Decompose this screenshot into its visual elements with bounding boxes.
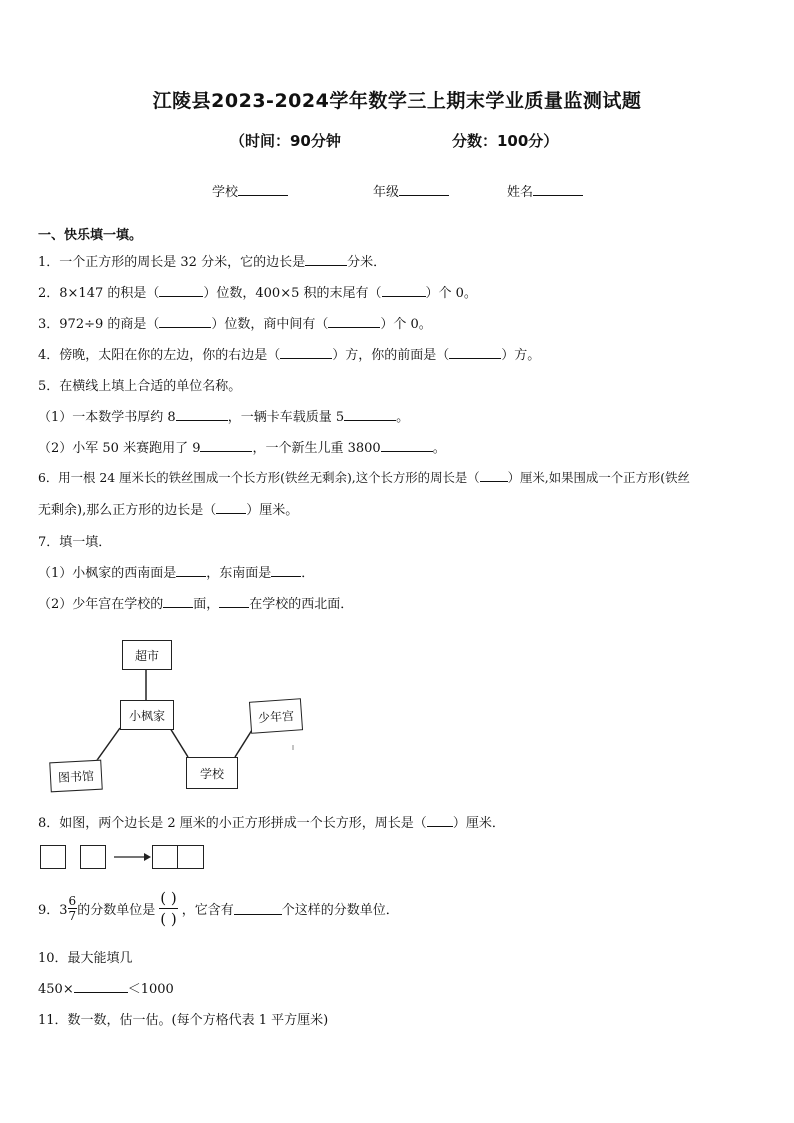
question-7-part-1	[38, 562, 314, 581]
school-blank[interactable]	[238, 183, 288, 196]
q9-text-mid: ，它含有	[181, 902, 234, 918]
q9-whole: 9．3	[38, 902, 68, 918]
school-field[interactable]	[212, 181, 288, 200]
q9-unit-denominator[interactable]: ( )	[160, 909, 177, 928]
q5-1-blank-1[interactable]	[176, 408, 228, 421]
q9-text: 的分数单位是	[77, 902, 156, 918]
rectangle-divider	[177, 846, 178, 868]
q7-1-text-mid: ，东南面是	[206, 566, 272, 581]
q5-2-text-mid: ，一个新生儿重 3800	[252, 441, 381, 456]
q5-1-text-mid: ，一辆卡车载质量 5	[227, 410, 345, 425]
q5-2-text: （2）小军 50 米赛跑用了 9	[38, 441, 201, 456]
q1-blank[interactable]	[305, 253, 347, 266]
q7-2-blank-2[interactable]	[219, 595, 249, 608]
q3-blank-1[interactable]	[159, 315, 211, 328]
q9-blank[interactable]	[234, 902, 282, 915]
question-8	[38, 812, 505, 831]
question-1	[38, 251, 386, 270]
q7-2-text: （2）少年宫在学校的	[38, 597, 164, 612]
location-map	[38, 630, 318, 800]
question-11: 11．数一数，估一估。(每个方格代表 1 平方厘米)	[38, 1013, 329, 1028]
page-title: 江陵县2023-2024学年数学三上期末学业质量监测试题	[152, 90, 642, 112]
q10-expr-start: 450×	[38, 982, 74, 997]
q5-1-blank-2[interactable]	[344, 408, 396, 421]
q5-2-text-end: 。	[432, 441, 446, 456]
question-9	[38, 884, 399, 932]
q9-unit-fraction[interactable]	[159, 888, 177, 929]
q3-text-mid: ）位数，商中间有（	[211, 317, 329, 332]
q4-blank-1[interactable]	[280, 346, 332, 359]
q7-1-blank-2[interactable]	[271, 564, 301, 577]
q2-blank-2[interactable]	[382, 284, 426, 297]
q7-2-text-end: 在学校的西北面．	[249, 597, 354, 612]
q6-blank-1[interactable]	[480, 469, 508, 482]
map-school: 学校	[186, 757, 238, 789]
q9-unit-numerator[interactable]: ( )	[160, 888, 177, 907]
q3-text-end: ）个 0。	[380, 317, 432, 332]
q9-text-end: 个这样的分数单位．	[281, 902, 399, 918]
question-7: 7．填一填．	[38, 535, 112, 550]
map-youth-palace: 少年宫	[249, 698, 303, 734]
q2-text-end: ）个 0。	[425, 286, 477, 301]
q2-text: 2．8×147 的积是（	[38, 286, 160, 301]
q7-1-blank-1[interactable]	[176, 564, 206, 577]
question-10: 10．最大能填几	[38, 951, 133, 966]
question-2	[38, 282, 477, 301]
squares-figure	[40, 845, 210, 871]
question-4	[38, 344, 540, 363]
question-3	[38, 313, 432, 332]
q9-fraction	[68, 894, 78, 923]
q9-numerator: 6	[68, 893, 77, 908]
question-5-part-1	[38, 406, 409, 425]
q4-blank-2[interactable]	[449, 346, 501, 359]
q5-2-blank-1[interactable]	[200, 439, 252, 452]
map-library: 图书馆	[49, 760, 102, 793]
q9-denominator: 7	[68, 908, 77, 923]
small-square-2	[80, 845, 106, 869]
q1-text-end: 分米．	[347, 255, 387, 270]
q7-1-text: （1）小枫家的西南面是	[38, 566, 177, 581]
q6-text-2: 无剩余),那么正方形的边长是（	[38, 503, 217, 518]
name-blank[interactable]	[533, 183, 583, 196]
q5-1-text: （1）一本数学书厚约 8	[38, 410, 176, 425]
q2-blank-1[interactable]	[159, 284, 203, 297]
section-title: 一、快乐填一填。	[38, 228, 143, 243]
grade-blank[interactable]	[399, 183, 449, 196]
map-supermarket: 超市	[122, 640, 172, 670]
q8-text-end: ）厘米．	[452, 816, 505, 831]
question-5: 5．在横线上填上合适的单位名称。	[38, 379, 242, 394]
q3-blank-2[interactable]	[328, 315, 380, 328]
name-label: 姓名	[507, 185, 534, 200]
q6-text: 6．用一根 24 厘米长的铁丝围成一个长方形(铁丝无剩余),这个长方形的周长是（	[38, 470, 480, 485]
map-home: 小枫家	[120, 700, 174, 730]
q7-2-blank-1[interactable]	[163, 595, 193, 608]
q10-expr-end: ＜1000	[127, 982, 174, 997]
question-5-part-2	[38, 437, 446, 456]
q6-text-end: ）厘米。	[246, 503, 299, 518]
q4-text-end: ）方。	[501, 348, 541, 363]
q6-text-mid: ）厘米,如果围成一个正方形(铁丝	[507, 470, 690, 485]
q7-1-text-end: ．	[301, 566, 315, 581]
q7-2-text-mid: 面，	[193, 597, 220, 612]
q4-text: 4．傍晚，太阳在你的左边，你的右边是（	[38, 348, 281, 363]
question-7-part-2	[38, 593, 353, 612]
arrow-icon	[112, 849, 152, 865]
q1-text: 1．一个正方形的周长是 32 分米，它的边长是	[38, 255, 306, 270]
grade-field[interactable]	[373, 181, 449, 200]
question-6	[38, 468, 690, 486]
combined-rectangle	[152, 845, 204, 869]
q8-text: 8．如图，两个边长是 2 厘米的小正方形拼成一个长方形，周长是（	[38, 816, 427, 831]
q10-blank[interactable]	[74, 980, 128, 993]
question-6-cont	[38, 499, 298, 518]
school-label: 学校	[212, 185, 239, 200]
q3-text: 3．972÷9 的商是（	[38, 317, 160, 332]
small-square-1	[40, 845, 66, 869]
question-10-expr	[38, 978, 174, 997]
q5-2-blank-2[interactable]	[381, 439, 433, 452]
q5-1-text-end: 。	[396, 410, 410, 425]
q6-blank-2[interactable]	[216, 501, 246, 514]
exam-score: 分数：100分）	[452, 132, 559, 150]
q8-blank[interactable]	[427, 814, 453, 827]
grade-label: 年级	[373, 185, 400, 200]
name-field[interactable]	[507, 181, 583, 200]
q2-text-mid: ）位数，400×5 积的末尾有（	[203, 286, 382, 301]
exam-time: （时间：90分钟	[230, 132, 341, 150]
q4-text-mid: ）方，你的前面是（	[332, 348, 450, 363]
